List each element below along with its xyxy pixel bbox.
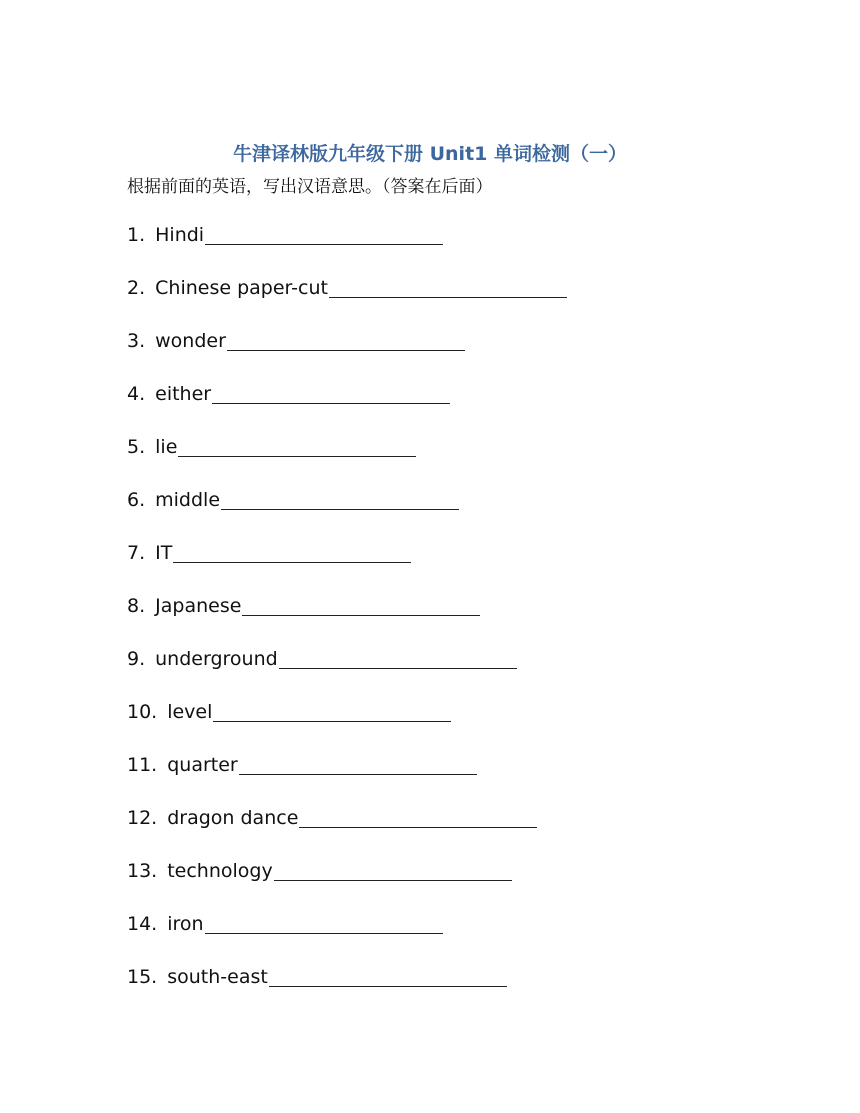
item-word: south-east xyxy=(167,966,268,988)
list-item xyxy=(127,379,567,432)
list-item xyxy=(127,220,567,273)
item-number: 4. xyxy=(127,383,146,405)
vocabulary-list xyxy=(127,220,567,1015)
item-number: 12. xyxy=(127,807,158,829)
item-word: middle xyxy=(155,489,221,511)
answer-blank[interactable] xyxy=(239,750,477,775)
list-item xyxy=(127,697,567,750)
list-item xyxy=(127,591,567,644)
item-word: wonder xyxy=(155,330,226,352)
item-number: 10. xyxy=(127,701,158,723)
item-number: 1. xyxy=(127,224,146,246)
answer-blank[interactable] xyxy=(279,644,517,669)
item-word: level xyxy=(167,701,213,723)
item-number: 8. xyxy=(127,595,146,617)
list-item xyxy=(127,803,567,856)
item-number: 9. xyxy=(127,648,146,670)
item-number: 5. xyxy=(127,436,146,458)
item-word: dragon dance xyxy=(167,807,299,829)
answer-blank[interactable] xyxy=(269,962,507,987)
list-item xyxy=(127,273,567,326)
item-word: either xyxy=(155,383,212,405)
answer-blank[interactable] xyxy=(178,432,416,457)
list-item xyxy=(127,909,567,962)
list-item xyxy=(127,432,567,485)
item-number: 14. xyxy=(127,913,158,935)
item-word: IT xyxy=(155,542,173,564)
list-item xyxy=(127,750,567,803)
item-word: Chinese paper-cut xyxy=(155,277,328,299)
instruction-text: 根据前面的英语，写出汉语意思。（答案在后面） xyxy=(127,177,493,197)
item-number: 15. xyxy=(127,966,158,988)
answer-blank[interactable] xyxy=(227,326,465,351)
item-number: 7. xyxy=(127,542,146,564)
item-word: Hindi xyxy=(155,224,205,246)
answer-blank[interactable] xyxy=(299,803,537,828)
item-word: technology xyxy=(167,860,273,882)
answer-blank[interactable] xyxy=(213,697,451,722)
list-item xyxy=(127,485,567,538)
item-number: 3. xyxy=(127,330,146,352)
item-word: lie xyxy=(155,436,178,458)
answer-blank[interactable] xyxy=(242,591,480,616)
item-word: Japanese xyxy=(155,595,242,617)
item-word: quarter xyxy=(167,754,238,776)
answer-blank[interactable] xyxy=(173,538,411,563)
item-number: 11. xyxy=(127,754,158,776)
answer-blank[interactable] xyxy=(274,856,512,881)
list-item xyxy=(127,644,567,697)
list-item xyxy=(127,538,567,591)
item-word: iron xyxy=(167,913,204,935)
answer-blank[interactable] xyxy=(205,909,443,934)
document-title: 牛津译林版九年级下册 Unit1 单词检测（一） xyxy=(232,143,627,165)
item-number: 13. xyxy=(127,860,158,882)
item-number: 2. xyxy=(127,277,146,299)
answer-blank[interactable] xyxy=(329,273,567,298)
answer-blank[interactable] xyxy=(221,485,459,510)
list-item xyxy=(127,326,567,379)
answer-blank[interactable] xyxy=(205,220,443,245)
item-word: underground xyxy=(155,648,278,670)
list-item xyxy=(127,962,567,1015)
list-item xyxy=(127,856,567,909)
item-number: 6. xyxy=(127,489,146,511)
answer-blank[interactable] xyxy=(212,379,450,404)
